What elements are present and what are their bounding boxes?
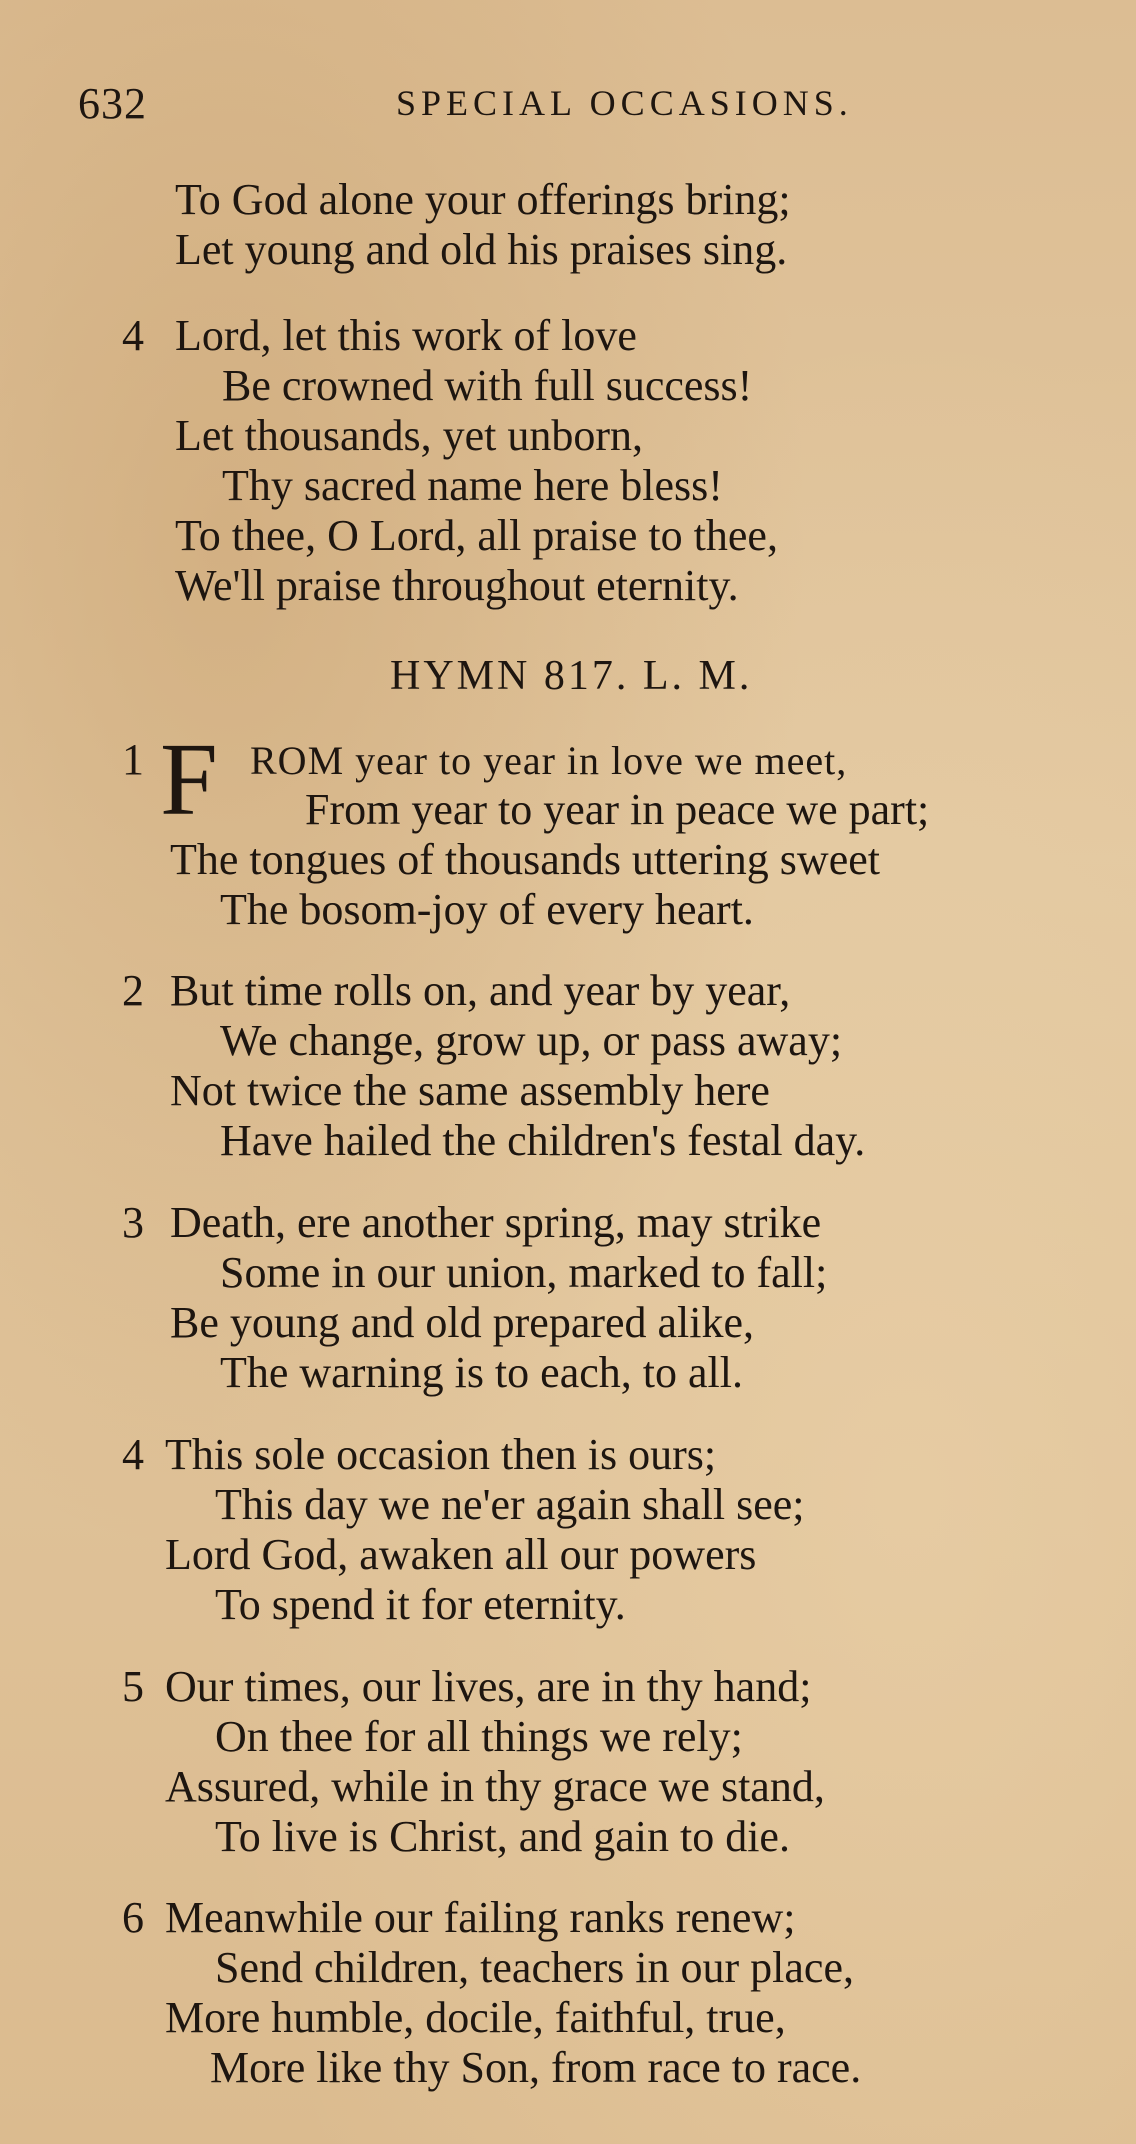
page-number: 632 <box>78 79 147 128</box>
page-header <box>78 78 1078 138</box>
continuation-line: To God alone your offerings bring; <box>175 175 791 224</box>
running-head: SPECIAL OCCASIONS. <box>396 83 853 123</box>
verse-line: We change, grow up, or pass away; <box>220 1016 843 1065</box>
verse-line: To live is Christ, and gain to die. <box>215 1812 790 1861</box>
verse-line: To thee, O Lord, all praise to thee, <box>175 511 778 560</box>
verse-line: From year to year in peace we part; <box>305 785 930 834</box>
verse-line: More like thy Son, from race to race. <box>210 2043 862 2092</box>
verse-line: Be young and old prepared alike, <box>170 1298 755 1347</box>
verse-line: Not twice the same assembly here <box>170 1066 770 1115</box>
stanza-number: 4 <box>122 1430 144 1479</box>
stanza-number: 3 <box>122 1198 144 1247</box>
verse-line: But time rolls on, and year by year, <box>170 966 791 1015</box>
verse-line: Some in our union, marked to fall; <box>220 1248 828 1297</box>
verse-line: This day we ne'er again shall see; <box>215 1480 805 1529</box>
verse-line: Have hailed the children's festal day. <box>220 1116 866 1165</box>
hymn-title: HYMN 817. L. M. <box>390 653 753 699</box>
stanza-number: 4 <box>122 311 144 360</box>
verse-line: The tongues of thousands uttering sweet <box>170 835 880 884</box>
stanza-number: 1 <box>122 735 144 784</box>
stanza-number: 2 <box>122 966 144 1015</box>
verse-line: Death, ere another spring, may strike <box>170 1198 822 1247</box>
verse-line: Lord God, awaken all our powers <box>165 1530 757 1579</box>
verse-line: Send children, teachers in our place, <box>215 1943 854 1992</box>
stanza-number: 5 <box>122 1662 144 1711</box>
verse-line: Be crowned with full success! <box>222 361 753 410</box>
verse-line: Let thousands, yet unborn, <box>175 411 644 460</box>
verse-line: Meanwhile our failing ranks renew; <box>165 1893 796 1942</box>
verse-line: The warning is to each, to all. <box>220 1348 743 1397</box>
verse-line: This sole occasion then is ours; <box>165 1430 717 1479</box>
verse-line: The bosom-joy of every heart. <box>220 885 754 934</box>
drop-cap: F <box>160 722 218 837</box>
verse-line: We'll praise throughout eternity. <box>175 561 739 610</box>
stanza-number: 6 <box>122 1893 144 1942</box>
continuation-line: Let young and old his praises sing. <box>175 225 788 274</box>
verse-line: To spend it for eternity. <box>215 1580 626 1629</box>
verse-line: ROM year to year in love we meet, <box>250 738 848 783</box>
verse-line: More humble, docile, faithful, true, <box>165 1993 786 2042</box>
verse-line: Thy sacred name here bless! <box>222 461 723 510</box>
verse-line: On thee for all things we rely; <box>215 1712 743 1761</box>
verse-line: Our times, our lives, are in thy hand; <box>165 1662 812 1711</box>
verse-line: Assured, while in thy grace we stand, <box>165 1762 825 1811</box>
verse-line: Lord, let this work of love <box>175 311 637 360</box>
